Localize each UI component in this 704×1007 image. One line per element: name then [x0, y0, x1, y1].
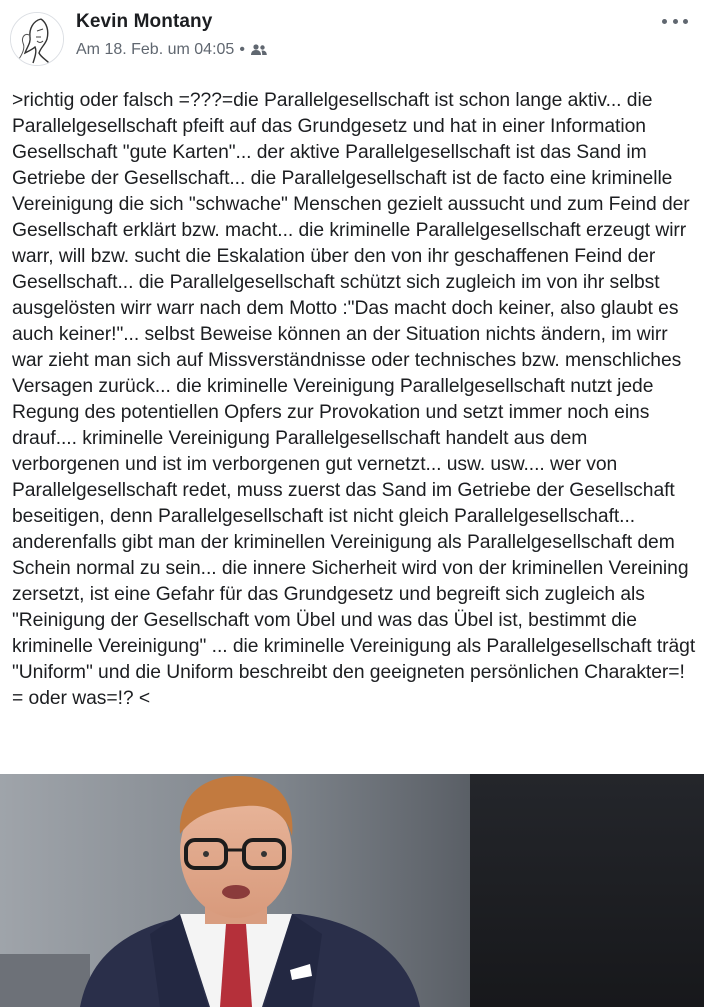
- friends-icon[interactable]: [250, 43, 268, 57]
- author-name[interactable]: Kevin Montany: [76, 11, 213, 32]
- more-options-icon[interactable]: [662, 12, 688, 30]
- post-body-text: >richtig oder falsch =???=die Parallelgesellschaft ist schon lange aktiv... die Parallelgesellschaft pfeift auf das Grundgesetz und hat in einer Information Gesellschaft "gute Karten"... der aktive Parallelgesellschaft ist das Sand im Getriebe der Gesellschaft... die Parallelgesellschaft ist de facto eine kriminelle Vereinigung die sich "schwache" Menschen gezielt aussucht und zum Feind der Gesellschaft erklärt bzw. macht... die kriminelle Parallelgesellschaft erzeugt wirr warr, will bzw. sucht die Eskalation über den von ihr geschaffenen Feind der Gesellschaft... die Parallelgesellschaft schützt sich zugleich im von ihr selbst ausgelösten wirr warr nach dem Motto :"Das macht doch keiner, also glaubt es auch keiner!"... selbst Beweise können an der Situation nichts ändern, im wirr war zieht man sich auf Missverständnisse oder technisches bzw. menschliches Versagen zurück... die kriminelle Vereinigung Parallelgesellschaft nutzt jede Regung des potentiellen Opfers zur Provokation und setzt immer noch eins drauf.... kriminelle Vereinigung Parallelgesellschaft handelt aus dem verborgenen und ist im verborgenen gut vernetzt... usw. usw.... wer von Parallelgesellschaft redet, muss zuerst das Sand im Getriebe der Gesellschaft beseitigen, denn Parallelgesellschaft ist nicht gleich Parallelgesellschaft... anderenfalls gibt man der kriminellen Vereinigung als Parallelgesellschaft dem Schein normal zu sein... die innere Sicherheit wird von der kriminellen Vereining zersetzt, ist eine Gefahr für das Grundgesetz und begreift sich zugleich als "Reinigung der Gesellschaft vom Übel und was das Übel ist, bestimmt die kriminelle Vereinigung" ... die kriminelle Vereinigung als Parallelgesellschaft trägt "Uniform" und die Uniform beschreibt den geeigneten persönlichen Charakter=! = oder was=!? <: [12, 90, 696, 709]
- author-avatar[interactable]: [10, 12, 64, 66]
- post-photo[interactable]: [0, 774, 704, 1007]
- post-timestamp[interactable]: Am 18. Feb. um 04:05: [76, 41, 235, 58]
- speaker-photo-image: [0, 774, 704, 1007]
- post-meta: [76, 41, 268, 59]
- meta-separator: •: [239, 41, 245, 58]
- avatar-sketch-icon: [11, 13, 63, 65]
- post-header: [0, 0, 704, 80]
